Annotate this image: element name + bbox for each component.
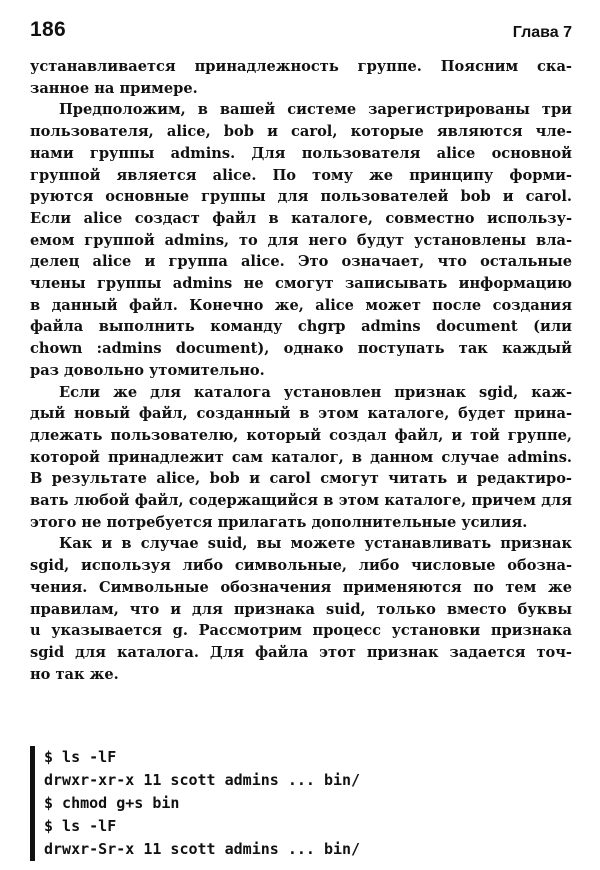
text-line: правилам, что и для признака suid, только вместо буквы (30, 600, 572, 618)
text-line: chown :admins document), однако поступать так каждый (30, 340, 572, 358)
code-line: drwxr-xr-x 11 scott admins ... bin/ (44, 771, 361, 789)
text-line: группой является alice. По тому же принципу форми- (30, 166, 572, 184)
text-line: устанавливается принадлежность группе. Поясним ска- (30, 58, 572, 75)
text-line: пользователя, alice, bob и carol, которые являются чле- (30, 123, 572, 141)
text-line: занное на примере. (30, 79, 198, 97)
text-line: члены группы admins не смогут записывать информацию (30, 275, 572, 293)
text-line: но так же. (30, 665, 119, 683)
text-line: В результате alice, bob и carol смогут читать и редактиро- (30, 470, 572, 488)
paragraph (30, 382, 572, 534)
text-line: Если же для каталога установлен признак sgid, каж- (59, 383, 572, 401)
text-line: делец alice и группа alice. Это означает, что остальные (30, 253, 572, 271)
text-line: чения. Символьные обозначения применяются по тем же (30, 578, 572, 596)
code-line: drwxr-Sr-x 11 scott admins ... bin/ (44, 840, 361, 858)
body-text (30, 56, 572, 685)
code-line: $ ls -lF (44, 817, 117, 835)
page-number: 186 (30, 18, 66, 41)
paragraph (30, 533, 572, 685)
text-line: нами группы admins. Для пользователя alice основной (30, 144, 572, 162)
text-line: Как и в случае suid, вы можете устанавливать признак (59, 535, 572, 553)
chapter-title: Глава 7 (512, 24, 572, 41)
text-line: в данный файл. Конечно же, alice может после создания (30, 296, 572, 314)
text-line: файла выполнить команду chgrp admins document (или (30, 318, 572, 336)
paragraph (30, 56, 572, 99)
code-listing (30, 746, 586, 861)
text-line: Предположим, в вашей системе зарегистрированы три (59, 101, 572, 119)
text-line: емом группой admins, то для него будут установлены вла- (30, 231, 572, 249)
text-line: вать любой файл, содержащийся в этом каталоге, причем для (30, 492, 572, 510)
paragraph (30, 99, 572, 381)
text-line: раз довольно утомительно. (30, 361, 265, 379)
text-line: руются основные группы для пользователей bob и carol. (30, 188, 572, 206)
text-line: Если alice создаст файл в каталоге, совместно использу- (30, 209, 572, 227)
text-line: которой принадлежит сам каталог, в данном случае admins. (30, 448, 572, 466)
text-line: u указывается g. Рассмотрим процесс установки признака (30, 622, 572, 640)
text-line: sgid для каталога. Для файла этот признак задается точ- (30, 643, 572, 661)
code-line: $ ls -lF (44, 748, 117, 766)
text-line: sgid, используя либо символьные, либо числовые обозна- (30, 557, 572, 575)
page-header (30, 14, 572, 42)
text-line: дый новый файл, созданный в этом каталоге, будет прина- (30, 405, 572, 423)
code-line: $ chmod g+s bin (44, 794, 180, 812)
text-line: этого не потребуется прилагать дополнительные усилия. (30, 513, 528, 531)
text-line: длежать пользователю, который создал файл, и той группе, (30, 426, 572, 444)
